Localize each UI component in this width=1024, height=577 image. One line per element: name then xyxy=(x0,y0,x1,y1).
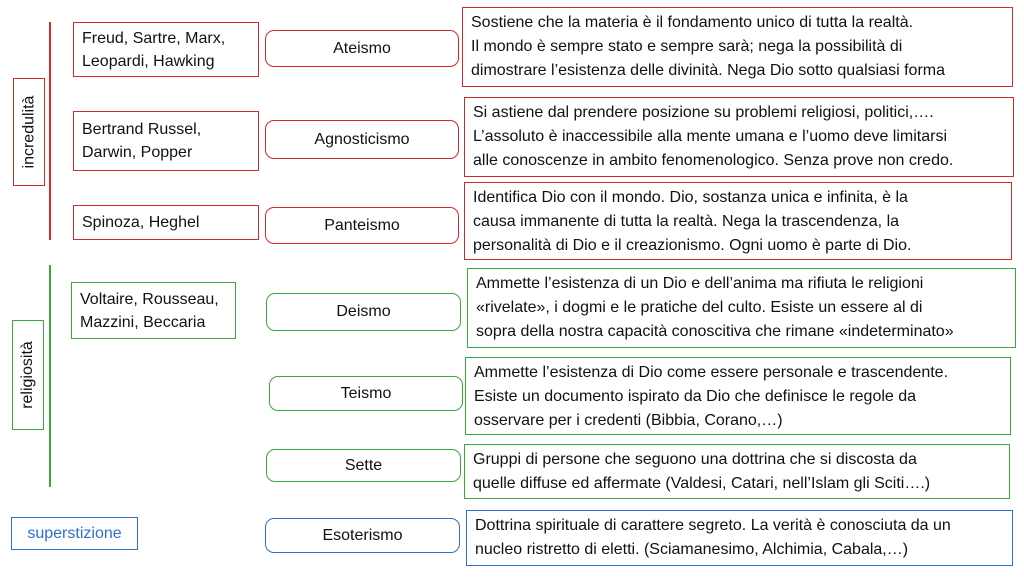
desc-ateismo xyxy=(462,7,1013,87)
concept-label: Agnosticismo xyxy=(314,130,410,148)
desc-line: Ammette l’esistenza di Dio come essere personale e trascendente. xyxy=(474,364,949,381)
desc-line: nucleo ristretto di eletti. (Sciamanesimo, Alchimia, Cabala,…) xyxy=(475,541,909,558)
desc-line: Esiste un documento ispirato da Dio che definisce le regole da xyxy=(474,388,917,405)
incredulita-line xyxy=(49,22,51,240)
concept-label: Deismo xyxy=(336,303,391,320)
desc-line: Identifica Dio con il mondo. Dio, sostanza unica e infinita, è la xyxy=(473,189,908,206)
concept-label: Panteismo xyxy=(324,216,400,234)
concept-label: Esoterismo xyxy=(322,526,403,544)
desc-line: osservare per i credenti (Bibbia, Corano,…) xyxy=(474,412,783,429)
desc-agnosticismo xyxy=(464,97,1014,177)
concept-esoterismo xyxy=(265,518,460,553)
desc-line: causa immanente di tutta la realtà. Nega la trascendenza, la xyxy=(473,213,900,230)
names-line: Bertrand Russel, xyxy=(82,121,202,138)
desc-line: «rivelate», i dogmi e le pratiche del culto. Esiste un essere al di xyxy=(476,299,923,316)
desc-line: Ammette l’esistenza di un Dio e dell’anima ma rifiuta le religioni xyxy=(476,275,924,292)
desc-line: Si astiene dal prendere posizione su problemi religiosi, politici,…. xyxy=(473,104,934,121)
names-line: Leopardi, Hawking xyxy=(82,52,215,70)
names-deismo xyxy=(71,282,236,339)
category-incredulita xyxy=(13,78,45,186)
desc-deismo xyxy=(467,268,1016,348)
concept-teismo xyxy=(269,376,463,411)
names-agnosticismo xyxy=(73,111,259,171)
religiosita-line xyxy=(49,265,51,487)
desc-line: L’assoluto è inaccessibile alla mente umana e l’uomo deve limitarsi xyxy=(473,128,948,145)
names-line: Darwin, Popper xyxy=(82,144,193,161)
concept-label: Ateismo xyxy=(333,39,391,57)
desc-line: Sostiene che la materia è il fondamento unico di tutta la realtà. xyxy=(471,14,914,31)
concept-ateismo xyxy=(265,30,459,67)
names-panteismo xyxy=(73,205,259,240)
concept-panteismo xyxy=(265,207,459,244)
concept-label: Sette xyxy=(344,456,383,474)
desc-line: quelle diffuse ed affermate (Valdesi, Catari, nell’Islam gli Sciti….) xyxy=(473,475,931,492)
desc-teismo xyxy=(465,357,1011,435)
desc-line: Gruppi di persone che seguono una dottrina che si discosta da xyxy=(473,451,917,468)
concept-agnosticismo xyxy=(265,120,459,159)
names-line: Voltaire, Rousseau, xyxy=(80,290,219,308)
concept-label: Teismo xyxy=(340,384,392,402)
category-superstizione xyxy=(11,517,138,550)
desc-sette xyxy=(464,444,1010,499)
category-incredulita-label: incredulità xyxy=(20,95,37,169)
desc-panteismo xyxy=(464,182,1012,260)
category-religiosita-label: religiosità xyxy=(19,341,36,409)
concept-deismo xyxy=(266,293,461,331)
desc-line: sopra della nostra capacità conoscitiva che rimane «indeterminato» xyxy=(476,323,954,340)
category-superstizione-label: superstizione xyxy=(27,524,122,542)
category-religiosita xyxy=(12,320,44,430)
desc-line: dimostrare l’esistenza delle divinità. Nega Dio sotto qualsiasi forma xyxy=(471,62,945,79)
desc-line: alle conoscenze in ambito fenomenologico. Senza prove non credo. xyxy=(473,152,954,169)
desc-line: Il mondo è sempre stato e sempre sarà; nega la possibilità di xyxy=(471,38,903,55)
desc-line: personalità di Dio e il creazionismo. Ogni uomo è parte di Dio. xyxy=(473,237,912,254)
desc-esoterismo xyxy=(466,510,1013,566)
concept-sette xyxy=(266,449,461,482)
names-line: Freud, Sartre, Marx, xyxy=(82,29,226,47)
desc-line: Dottrina spirituale di carattere segreto. La verità è conosciuta da un xyxy=(475,517,951,534)
names-ateismo xyxy=(73,22,259,77)
names-line: Mazzini, Beccaria xyxy=(80,313,206,331)
names-line: Spinoza, Heghel xyxy=(82,214,200,231)
